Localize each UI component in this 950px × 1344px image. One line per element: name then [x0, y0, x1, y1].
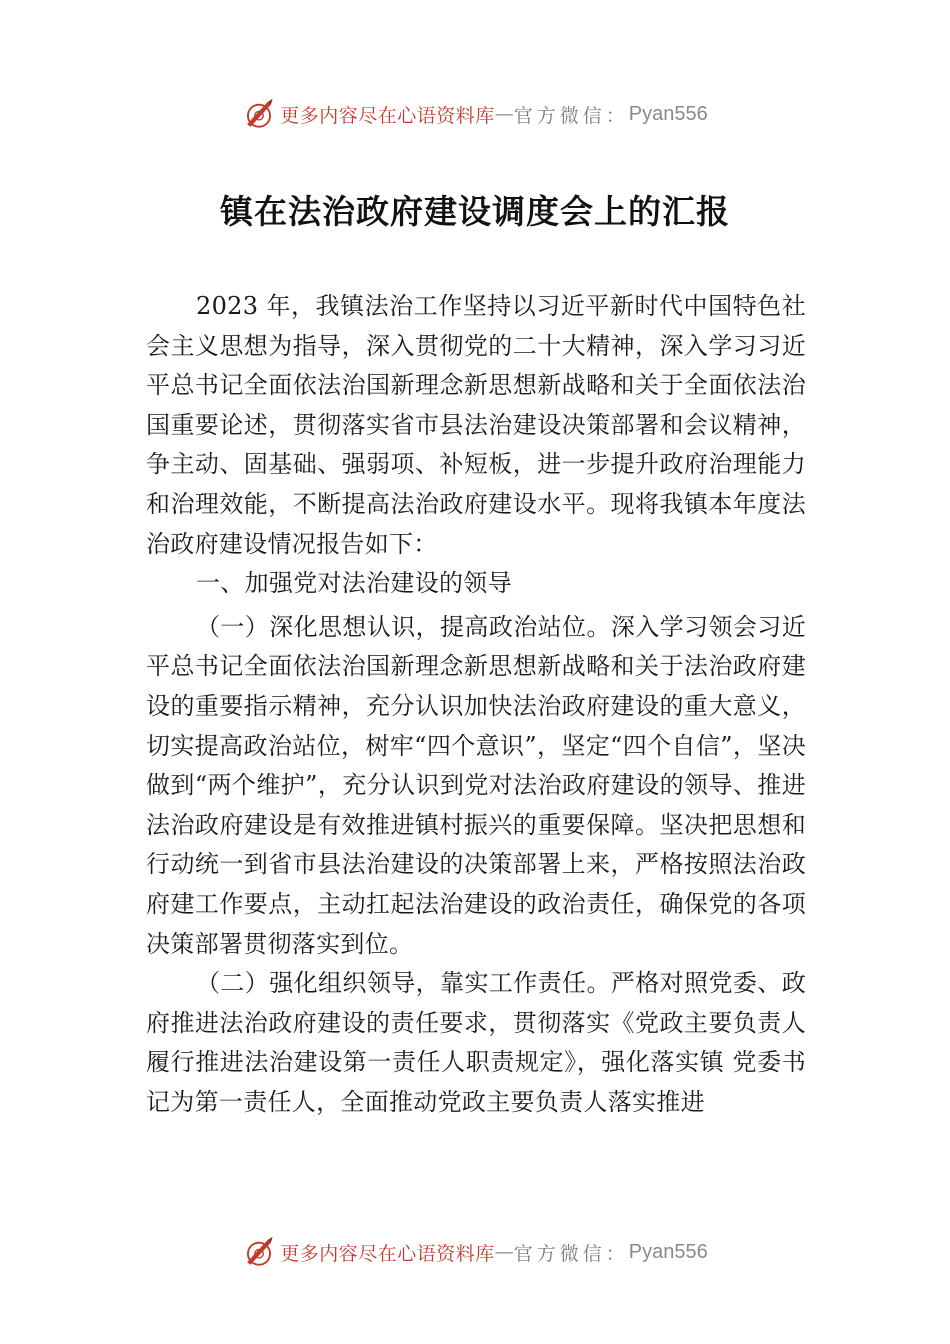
watermark-library-text: 更多内容尽在心语资料库: [280, 104, 495, 127]
watermark-dash: —: [494, 103, 514, 125]
document-body: [146, 287, 806, 1122]
intro-paragraph: 2023 年，我镇法治工作坚持以习近平新时代中国特色社会主义思想为指导，深入贯彻党的二十大精神，深入学习习近平总书记全面依法治国新理念新思想新战略和关于全面依法治国重要论述，贯彻落实省市县法治建设决策部署和会议精神，争主动、固基础、强弱项、补短板，进一步提升政府治理能力和治理效能，不断提高法治政府建设水平。现将我镇本年度法治政府建设情况报告如下：: [146, 292, 806, 558]
watermark-dash: —: [494, 1241, 514, 1263]
watermark-library-text: 更多内容尽在心语资料库: [280, 1242, 495, 1265]
watermark-wechat-id: Pyan556: [628, 1240, 708, 1263]
watermark-wechat-id: Pyan556: [628, 102, 708, 125]
section-heading: 一、加强党对法治建设的领导: [196, 569, 512, 598]
pen-logo-icon: [242, 1235, 276, 1269]
watermark-header: [0, 94, 950, 134]
watermark-footer: [0, 1232, 950, 1272]
watermark-wechat-label: 官方微信：: [513, 104, 629, 127]
pen-logo-icon: [242, 97, 276, 131]
watermark-wechat-label: 官方微信：: [513, 1242, 629, 1265]
subsection-paragraph-1: （一）深化思想认识，提高政治站位。深入学习领会习近平总书记全面依法治国新理念新思想新战略和关于法治政府建设的重要指示精神，充分认识加快法治政府建设的重大意义，切实提高政治站位，树牢“四个意识”，坚定“四个自信”，坚决做到“两个维护”，充分认识到党对法治政府建设的领导、推进法治政府建设是有效推进镇村振兴的重要保障。坚决把思想和行动统一到省市县法治建设的决策部署上来，严格按照法治政府建工作要点，主动扛起法治建设的政治责任，确保党的各项决策部署贯彻落实到位。: [146, 612, 806, 958]
subsection-paragraph-2: （二）强化组织领导，靠实工作责任。严格对照党委、政府推进法治政府建设的责任要求，贯彻落实《党政主要负责人履行推进法治建设第一责任人职责规定》，强化落实镇 党委书记为第一责任人，全面推动党政主要负责人落实推进: [146, 969, 806, 1116]
document-title: 镇在法治政府建设调度会上的汇报: [220, 192, 730, 231]
